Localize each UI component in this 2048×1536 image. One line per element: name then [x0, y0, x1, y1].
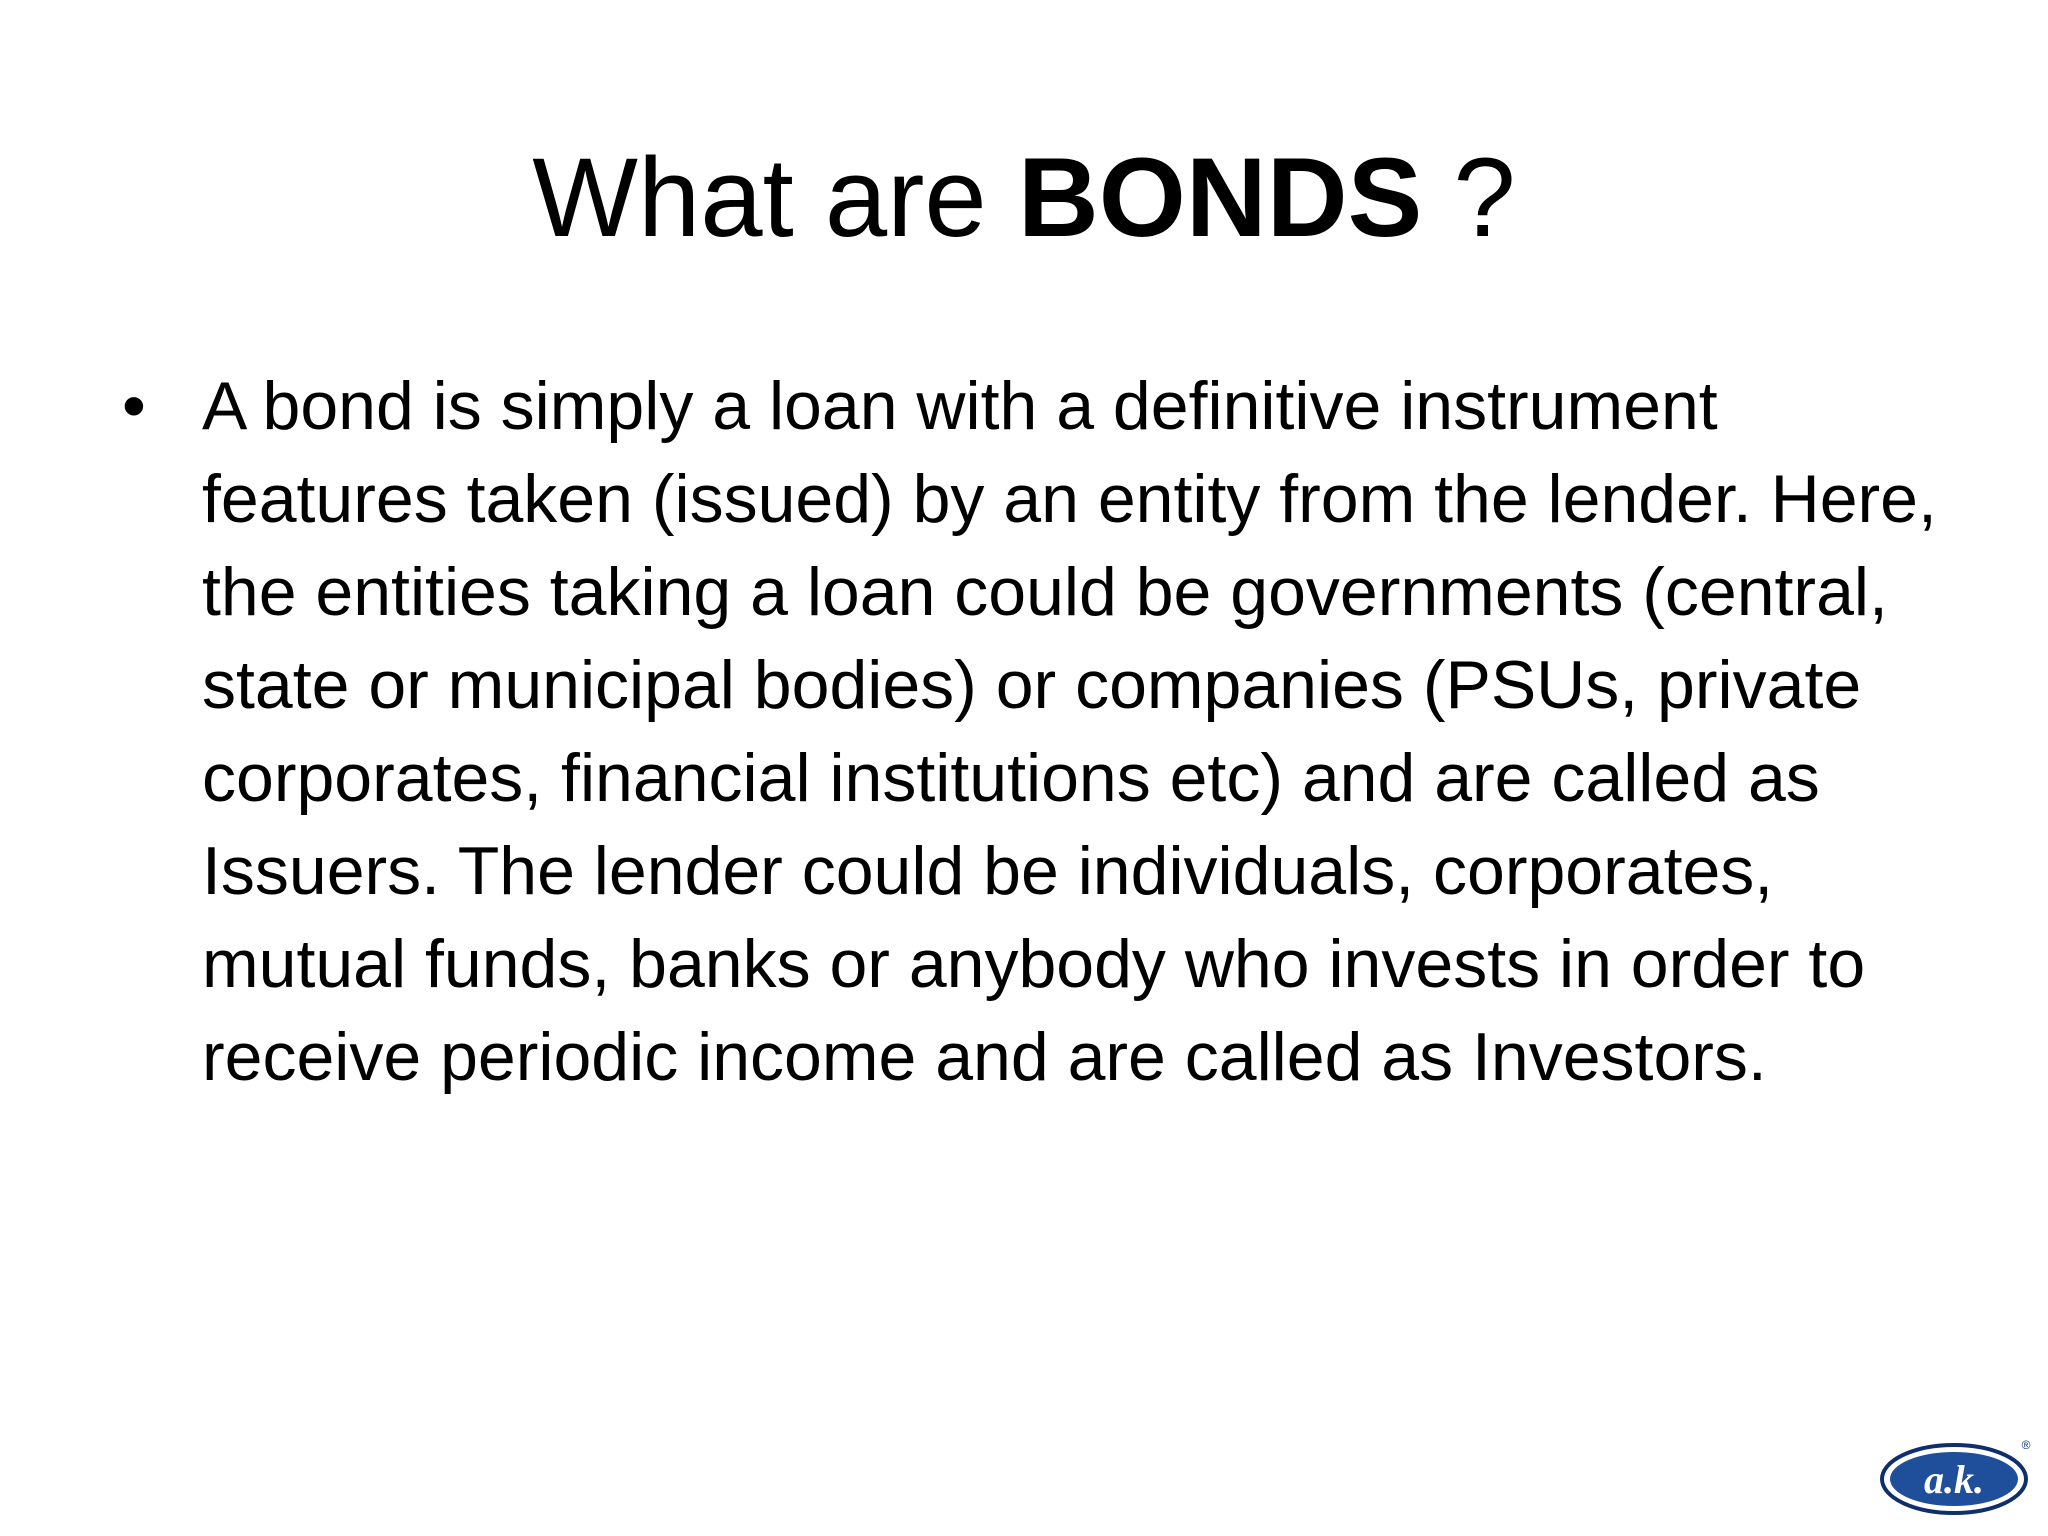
bullet-text: A bond is simply a loan with a definitive instrument features taken (issued) by an entity from the lender. Here, the entities taking a loan could be governments (central, state or municipal bodies) or companies (PSUs, private corporates, financial institutions etc) and are called as Issuers. The lender could be individuals, corporates, mutual funds, banks or anybody who invests in order to receive periodic income and are called as Investors. — [202, 368, 1937, 1095]
title-emphasis: BONDS — [1017, 135, 1423, 260]
title-prefix: What are — [532, 135, 1018, 260]
ak-logo — [1878, 1437, 2038, 1517]
bullet-list — [118, 360, 1948, 1104]
bullet-icon: • — [122, 368, 146, 444]
title-suffix: ? — [1422, 135, 1516, 260]
logo-text: a.k. — [1924, 1457, 1984, 1502]
slide-title — [0, 128, 2048, 268]
bullet-item — [118, 360, 1948, 1104]
logo-registered-mark: ® — [2021, 1438, 2031, 1452]
